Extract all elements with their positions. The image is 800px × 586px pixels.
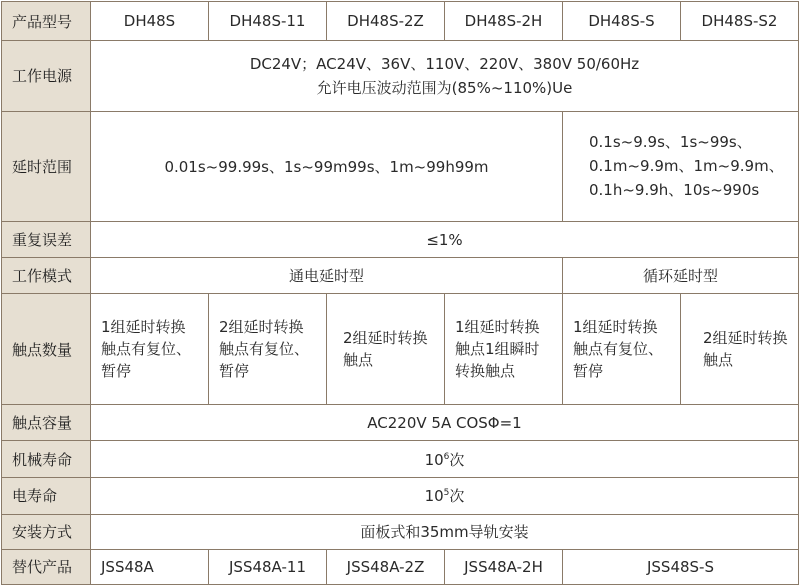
contact-line: 触点有复位、 bbox=[101, 340, 192, 359]
delay-range-cycle bbox=[563, 111, 799, 222]
row-label-electrical-life: 电寿命 bbox=[2, 478, 91, 514]
model-cell: DH48S bbox=[91, 2, 209, 41]
delay-range-main: 0.01s~99.99s、1s~99m99s、1m~99h99m bbox=[91, 111, 563, 222]
mechanical-life-base: 10 bbox=[424, 450, 444, 469]
row-label-contact-capacity: 触点容量 bbox=[2, 405, 91, 441]
contact-cell bbox=[563, 294, 681, 405]
contact-line: 触点 bbox=[343, 351, 374, 370]
model-cell: DH48S-11 bbox=[209, 2, 327, 41]
contact-line: 1组延时转换 bbox=[101, 318, 186, 337]
contact-line: 触点有复位、 bbox=[573, 340, 664, 359]
row-label-mechanical-life: 机械寿命 bbox=[2, 441, 91, 478]
electrical-life-value bbox=[91, 478, 799, 514]
model-cell: DH48S-S bbox=[563, 2, 681, 41]
mechanical-life-unit: 次 bbox=[449, 450, 465, 469]
row-mechanical-life bbox=[2, 441, 799, 478]
model-cell: DH48S-2H bbox=[445, 2, 563, 41]
contact-line: 暂停 bbox=[573, 362, 604, 381]
contact-line: 2组延时转换 bbox=[219, 318, 304, 337]
power-line-2: 允许电压波动范围为(85%~110%)Ue bbox=[316, 78, 573, 97]
replacement-cell: JSS48A-2Z bbox=[327, 549, 445, 584]
contact-cell bbox=[445, 294, 563, 405]
installation-value: 面板式和35mm导轨安装 bbox=[91, 514, 799, 549]
power-value bbox=[91, 41, 799, 111]
work-mode-cycle: 循环延时型 bbox=[563, 258, 799, 294]
row-replacement bbox=[2, 549, 799, 584]
model-cell: DH48S-S2 bbox=[681, 2, 799, 41]
replacement-cell: JSS48A-11 bbox=[209, 549, 327, 584]
row-work-mode bbox=[2, 258, 799, 294]
row-label-installation: 安装方式 bbox=[2, 514, 91, 549]
contact-cell bbox=[681, 294, 799, 405]
row-electrical-life bbox=[2, 478, 799, 514]
contact-line: 1组延时转换 bbox=[573, 318, 658, 337]
row-power bbox=[2, 41, 799, 111]
delay-range-cycle-line: 0.1s~9.9s、1s~99s、 bbox=[589, 133, 752, 152]
row-repeat-error bbox=[2, 222, 799, 258]
contact-cell bbox=[327, 294, 445, 405]
electrical-life-unit: 次 bbox=[449, 487, 465, 506]
row-model bbox=[2, 2, 799, 41]
row-label-power: 工作电源 bbox=[2, 41, 91, 111]
row-contact-capacity bbox=[2, 405, 799, 441]
electrical-life-exponent: 5 bbox=[443, 488, 450, 499]
contact-line: 暂停 bbox=[219, 362, 250, 381]
row-delay-range bbox=[2, 111, 799, 222]
contact-line: 暂停 bbox=[101, 362, 132, 381]
row-contacts bbox=[2, 294, 799, 405]
row-installation bbox=[2, 514, 799, 549]
contact-line: 2组延时转换 bbox=[343, 329, 428, 348]
row-label-replacement: 替代产品 bbox=[2, 549, 91, 584]
contact-line: 2组延时转换 bbox=[703, 329, 788, 348]
replacement-cell: JSS48A-2H bbox=[445, 549, 563, 584]
mechanical-life-value bbox=[91, 441, 799, 478]
contact-capacity-value: AC220V 5A COSΦ=1 bbox=[91, 405, 799, 441]
row-label-repeat-error: 重复误差 bbox=[2, 222, 91, 258]
contact-line: 1组延时转换 bbox=[455, 318, 540, 337]
spec-table bbox=[1, 1, 799, 585]
mechanical-life-exponent: 6 bbox=[443, 451, 450, 462]
row-label-model: 产品型号 bbox=[2, 2, 91, 41]
replacement-cell: JSS48A bbox=[91, 549, 209, 584]
row-label-contacts: 触点数量 bbox=[2, 294, 91, 405]
contact-line: 触点1组瞬时 bbox=[455, 340, 540, 359]
replacement-cell: JSS48S-S bbox=[563, 549, 799, 584]
contact-cell bbox=[209, 294, 327, 405]
contact-line: 触点 bbox=[703, 351, 734, 370]
delay-range-cycle-line: 0.1m~9.9m、1m~9.9m、 bbox=[589, 157, 784, 176]
row-label-delay-range: 延时范围 bbox=[2, 111, 91, 222]
delay-range-cycle-line: 0.1h~9.9h、10s~990s bbox=[589, 181, 760, 200]
contact-cell bbox=[91, 294, 209, 405]
repeat-error-value: ≤1% bbox=[91, 222, 799, 258]
electrical-life-base: 10 bbox=[424, 487, 444, 506]
row-label-work-mode: 工作模式 bbox=[2, 258, 91, 294]
power-line-1: DC24V；AC24V、36V、110V、220V、380V 50/60Hz bbox=[249, 54, 640, 73]
contact-line: 触点有复位、 bbox=[219, 340, 310, 359]
work-mode-power-on: 通电延时型 bbox=[91, 258, 563, 294]
contact-line: 转换触点 bbox=[455, 362, 516, 381]
model-cell: DH48S-2Z bbox=[327, 2, 445, 41]
